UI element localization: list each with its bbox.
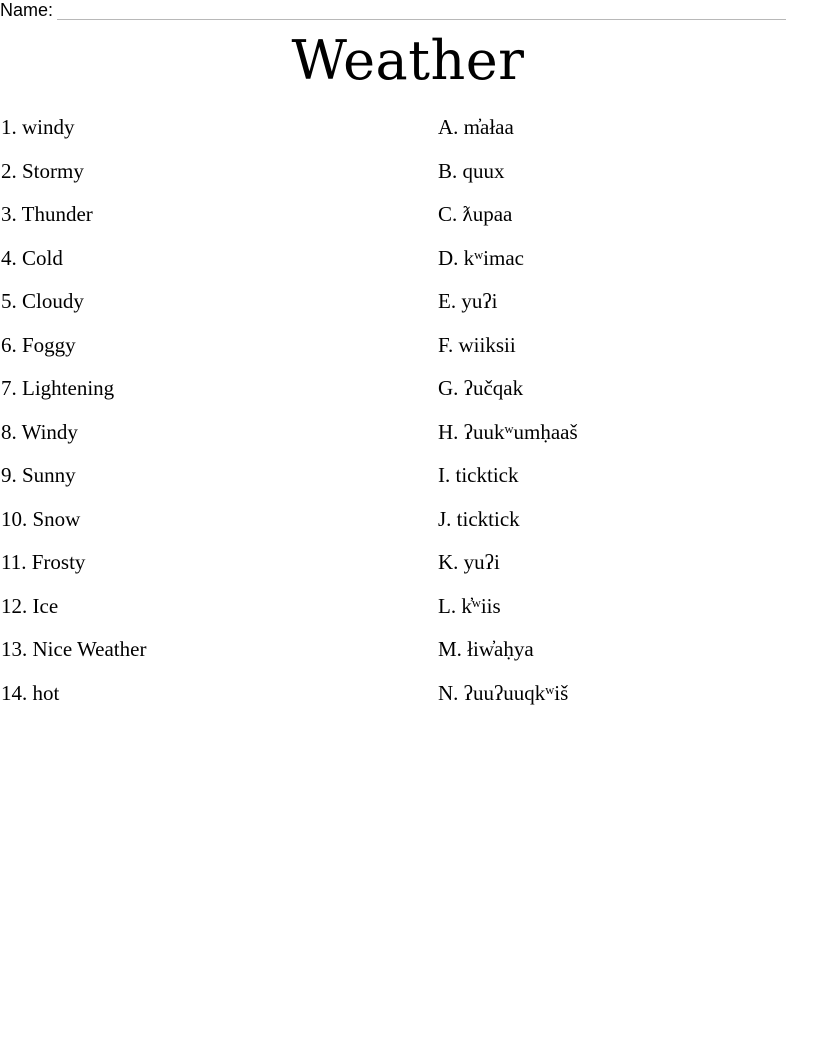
answer-item: M. łiw̓aḥya <box>438 637 534 661</box>
page-title: Weather <box>291 29 525 92</box>
name-blank-line[interactable] <box>57 3 786 20</box>
answer-item: I. ticktick <box>438 463 519 487</box>
name-field-row <box>0 0 786 20</box>
term-item: 10. Snow <box>1 506 81 531</box>
terms-column <box>1 112 146 721</box>
term-item: 12. Ice <box>1 593 59 618</box>
answer-item: L. k̓ʷiis <box>438 593 501 618</box>
term-item: 4. Cold <box>1 245 63 270</box>
name-label: Name: <box>0 0 54 20</box>
term-item: 11. Frosty <box>1 550 86 574</box>
term-item: 14. hot <box>1 680 60 705</box>
answer-item: J. ticktick <box>438 506 520 531</box>
answers-column <box>438 112 578 721</box>
term-item: 6. Foggy <box>1 332 76 357</box>
answer-item: G. ʔučqak <box>438 376 524 400</box>
answer-item: F. wiiksii <box>438 332 516 357</box>
term-item: 13. Nice Weather <box>1 637 147 661</box>
answer-item: B. quux <box>438 158 505 183</box>
term-item: 5. Cloudy <box>1 289 84 313</box>
term-item: 2. Stormy <box>1 158 84 183</box>
answer-item: A. m̓ałaa <box>438 115 514 139</box>
answer-item: C. ƛupaa <box>438 202 513 226</box>
answer-item: D. kʷimac <box>438 245 524 270</box>
term-item: 1. windy <box>1 115 75 139</box>
answer-item: K. yuʔi <box>438 550 500 574</box>
answer-item: H. ʔuukʷumḥaaš <box>438 419 578 444</box>
answer-item: E. yuʔi <box>438 289 498 313</box>
term-item: 8. Windy <box>1 419 78 444</box>
term-item: 3. Thunder <box>1 202 93 226</box>
term-item: 7. Lightening <box>1 376 115 400</box>
term-item: 9. Sunny <box>1 463 76 487</box>
answer-item: N. ʔuuʔuuqkʷiš <box>438 680 569 705</box>
